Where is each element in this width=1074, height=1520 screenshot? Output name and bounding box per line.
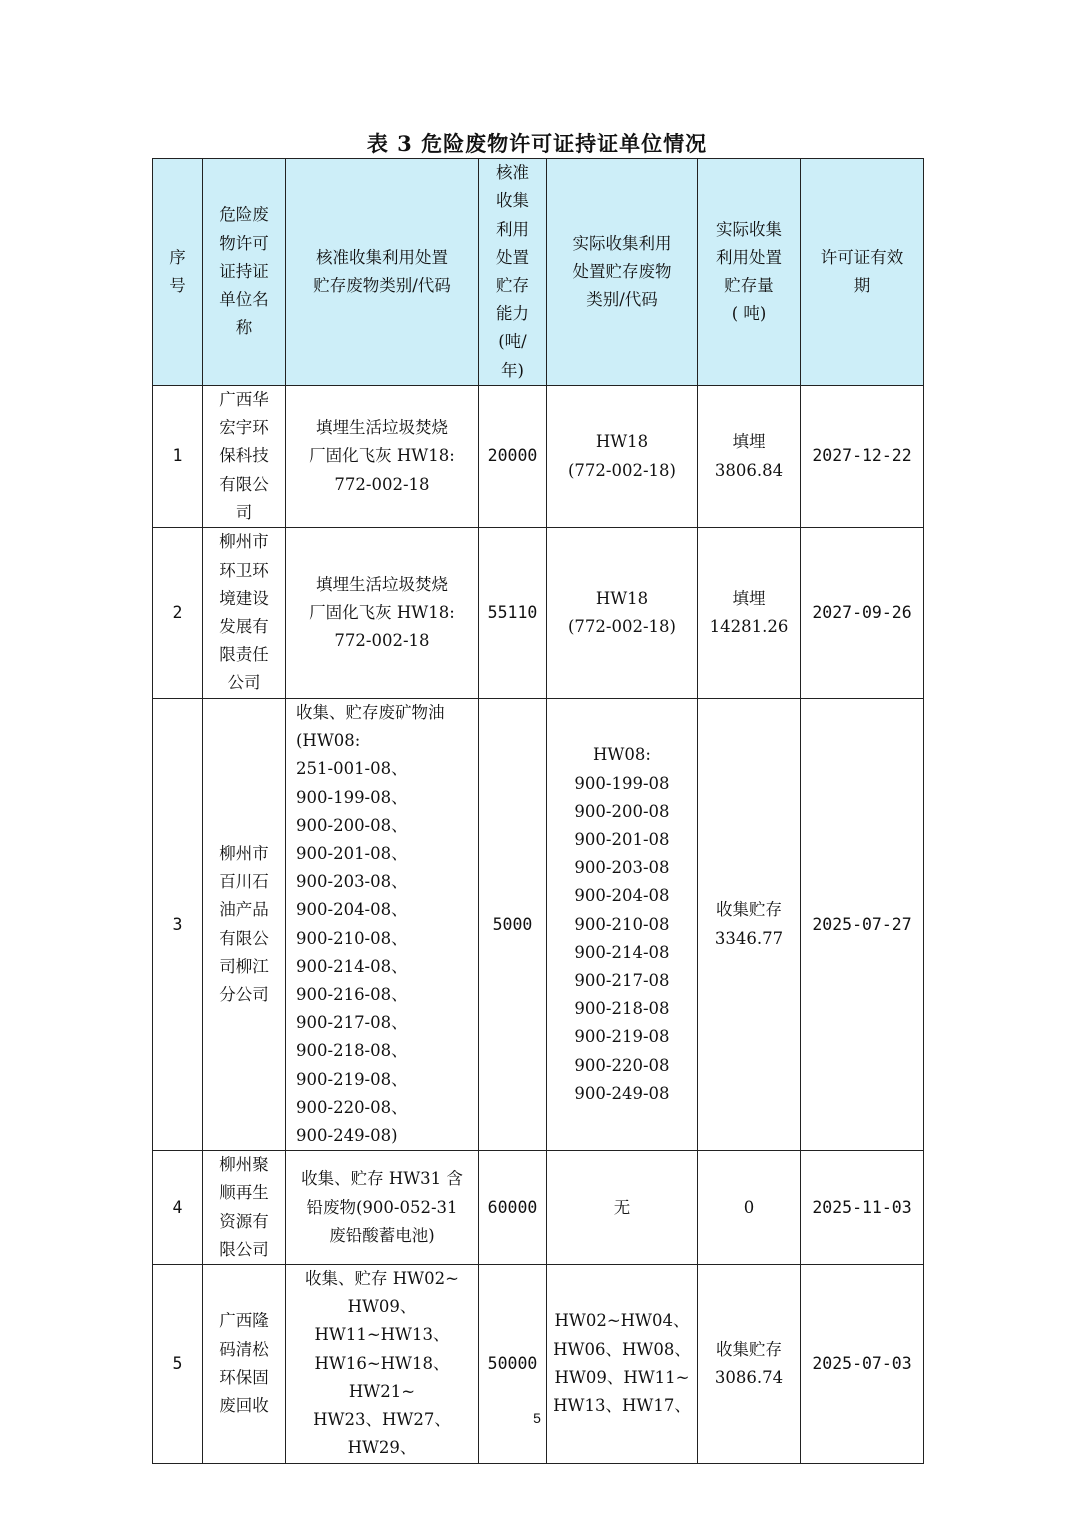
cell-holder-name-line: 码清松: [219, 1339, 269, 1359]
cell-holder-name-line: 环保固: [219, 1367, 269, 1387]
header-line: 期: [853, 276, 871, 295]
cell-actual-amount-line: 3346.77: [714, 928, 784, 948]
header-line: (吨/: [498, 332, 527, 352]
cell-holder-name-line: 有限公: [219, 928, 269, 948]
header-line: 核准: [496, 163, 529, 183]
table-title: 表 3 危险废物许可证持证单位情况: [366, 131, 708, 156]
cell-actual-amount-line: 0: [743, 1197, 755, 1217]
cell-approved-category-line: 900-200-08、: [296, 815, 408, 835]
cell-approved-category-line: HW16~HW18、HW21~: [314, 1353, 450, 1401]
cell-approved-capacity: 50000: [479, 1265, 547, 1463]
header-holder-name: [203, 159, 286, 386]
header-line: 危险废: [219, 205, 269, 225]
header-validity: [801, 159, 924, 386]
cell-actual-category-line: 900-201-08: [574, 829, 670, 849]
header-line: 能力: [496, 304, 529, 324]
cell-holder-name-line: 宏宇环: [219, 418, 269, 438]
cell-actual-category-line: 900-218-08: [574, 999, 670, 1019]
cell-holder-name: [203, 1151, 286, 1265]
cell-actual-category-line: 900-214-08: [574, 942, 670, 962]
header-line: 收集: [496, 191, 529, 211]
cell-approved-category-line: 厂固化飞灰 HW18:: [309, 446, 455, 466]
header-line: 称: [235, 318, 253, 338]
cell-holder-name-line: 油产品: [219, 900, 269, 920]
cell-holder-name-line: 广西华: [219, 390, 269, 409]
cell-actual-category: [547, 528, 698, 699]
cell-approved-category-line: 收集、贮存 HW02~: [305, 1269, 459, 1289]
cell-actual-category-line: HW13、HW17、: [553, 1395, 691, 1415]
cell-validity: 2027-09-26: [801, 528, 924, 699]
header-line: 序: [169, 247, 186, 267]
cell-actual-category-line: 无: [613, 1197, 631, 1217]
cell-approved-category-line: 厂固化飞灰 HW18:: [309, 602, 455, 622]
cell-approved-category-line: 900-220-08、: [296, 1097, 408, 1117]
cell-actual-category-line: 900-219-08: [574, 1027, 670, 1047]
header-approved-category: [286, 159, 479, 386]
header-line: ( 吨): [731, 304, 767, 324]
cell-no: 3: [153, 699, 203, 1151]
cell-validity: 2025-07-27: [801, 699, 924, 1151]
header-line: 类别/代码: [586, 290, 658, 310]
table-row: [153, 386, 924, 528]
table-row: [153, 699, 924, 1151]
cell-approved-category-line: 收集、贮存 HW31 含: [301, 1169, 463, 1189]
cell-approved-category-line: 900-204-08、: [296, 900, 408, 920]
cell-approved-category-line: HW23、HW27、HW29、: [313, 1410, 451, 1458]
cell-approved-category: [286, 1151, 479, 1265]
cell-actual-category-line: 900-203-08: [574, 858, 670, 878]
cell-holder-name-line: 保科技: [219, 446, 269, 466]
cell-actual-category-line: 900-204-08: [574, 886, 670, 906]
cell-approved-category-line: 900-249-08): [296, 1126, 398, 1146]
cell-actual-category-line: (772-002-18): [567, 460, 676, 480]
header-line: 证持证: [219, 261, 269, 281]
cell-approved-category-line: 废铅酸蓄电池): [329, 1225, 435, 1245]
cell-actual-category: [547, 386, 698, 528]
cell-approved-category-line: 251-001-08、: [296, 759, 408, 779]
cell-holder-name: [203, 699, 286, 1151]
cell-holder-name: [203, 386, 286, 528]
cell-holder-name-line: 广西隆: [219, 1311, 269, 1331]
cell-approved-capacity: 55110: [479, 528, 547, 699]
header-no: [153, 159, 203, 386]
cell-holder-name-line: 公司: [227, 673, 261, 693]
cell-actual-amount-line: 3086.74: [714, 1367, 784, 1387]
cell-actual-category-line: HW02~HW04、: [554, 1311, 690, 1331]
cell-approved-category-line: 900-219-08、: [296, 1069, 408, 1089]
cell-actual-category-line: 900-220-08: [574, 1055, 670, 1075]
cell-actual-category-line: HW18: [595, 588, 649, 608]
cell-actual-amount-line: 收集贮存: [716, 1339, 782, 1359]
cell-actual-category-line: 900-249-08: [574, 1083, 670, 1103]
cell-actual-category-line: 900-200-08: [574, 801, 670, 821]
cell-actual-amount: [698, 386, 801, 528]
header-line: 单位名: [219, 290, 269, 310]
header-line: 实际收集: [716, 219, 782, 239]
cell-no: 1: [153, 386, 203, 528]
cell-approved-category-line: 900-218-08、: [296, 1041, 408, 1061]
header-approved-capacity: [479, 159, 547, 386]
cell-approved-category-line: HW09、HW11~HW13、: [314, 1297, 450, 1345]
header-line: 处置贮存废物: [572, 261, 672, 281]
cell-actual-category: [547, 1265, 698, 1463]
cell-actual-amount-line: 3806.84: [714, 460, 784, 480]
cell-holder-name-line: 境建设: [219, 588, 269, 608]
cell-approved-category-line: 填埋生活垃圾焚烧: [316, 574, 448, 594]
table-row: [153, 1265, 924, 1463]
cell-holder-name-line: 发展有: [219, 617, 269, 637]
cell-holder-name-line: 有限公: [219, 474, 269, 494]
cell-actual-amount: [698, 528, 801, 699]
header-line: 物许可: [219, 233, 269, 253]
cell-approved-category-line: 900-203-08、: [296, 872, 408, 892]
table-row: [153, 528, 924, 699]
cell-approved-capacity: 60000: [479, 1151, 547, 1265]
cell-holder-name-line: 环卫环: [219, 560, 269, 580]
header-line: 许可证有效: [820, 247, 904, 267]
header-line: 年): [501, 360, 524, 380]
cell-approved-capacity: 5000: [479, 699, 547, 1151]
cell-actual-category: [547, 1151, 698, 1265]
header-line: 号: [169, 276, 186, 295]
header-line: 利用处置: [716, 247, 782, 267]
header-line: 贮存: [496, 276, 529, 295]
cell-actual-category-line: HW06、HW08、: [553, 1339, 691, 1359]
cell-actual-category-line: 900-199-08: [574, 773, 670, 793]
cell-approved-category: [286, 1265, 479, 1463]
cell-holder-name-line: 柳州聚: [219, 1155, 269, 1175]
header-line: 实际收集利用: [572, 233, 672, 253]
header-line: 处置: [496, 247, 529, 267]
cell-actual-amount: [698, 699, 801, 1151]
cell-approved-category-line: 900-214-08、: [296, 956, 408, 976]
cell-actual-amount-line: 填埋: [732, 432, 766, 452]
cell-holder-name-line: 司: [235, 502, 253, 522]
cell-approved-category: [286, 699, 479, 1151]
hazardous-waste-permit-table: [152, 158, 924, 1464]
header-actual-amount: [698, 159, 801, 386]
cell-approved-category: [286, 386, 479, 528]
header-line: 贮存废物类别/代码: [313, 276, 451, 295]
cell-no: 2: [153, 528, 203, 699]
cell-approved-category-line: 900-210-08、: [296, 928, 408, 948]
header-line: 贮存量: [724, 276, 774, 295]
cell-holder-name: [203, 528, 286, 699]
cell-holder-name-line: 分公司: [219, 985, 269, 1005]
cell-holder-name-line: 司柳江: [219, 956, 269, 976]
cell-validity: 2025-11-03: [801, 1151, 924, 1265]
cell-actual-category-line: 900-217-08: [574, 970, 670, 990]
cell-validity: 2025-07-03: [801, 1265, 924, 1463]
cell-no: 4: [153, 1151, 203, 1265]
cell-actual-category-line: 900-210-08: [574, 914, 670, 934]
cell-holder-name-line: 废回收: [219, 1395, 269, 1415]
cell-approved-category-line: 900-199-08、: [296, 787, 408, 807]
cell-approved-category-line: 772-002-18: [334, 474, 430, 494]
header-actual-category: [547, 159, 698, 386]
header-line: 利用: [496, 219, 529, 239]
cell-approved-category-line: 填埋生活垃圾焚烧: [316, 418, 448, 438]
cell-holder-name-line: 资源有: [219, 1211, 269, 1231]
cell-holder-name-line: 限责任: [219, 645, 269, 665]
cell-approved-category-line: 900-201-08、: [296, 844, 408, 864]
cell-actual-category-line: (772-002-18): [567, 617, 676, 637]
cell-holder-name: [203, 1265, 286, 1463]
cell-approved-category: [286, 528, 479, 699]
cell-holder-name-line: 限公司: [219, 1239, 269, 1259]
cell-holder-name-line: 柳州市: [219, 844, 269, 864]
cell-approved-category-line: 900-216-08、: [296, 985, 408, 1005]
cell-holder-name-line: 顺再生: [219, 1183, 269, 1203]
table-row: [153, 1151, 924, 1265]
cell-actual-amount: [698, 1151, 801, 1265]
cell-approved-category-line: (HW08:: [296, 731, 361, 751]
cell-actual-amount-line: 填埋: [732, 588, 766, 608]
cell-actual-category-line: HW09、HW11~: [554, 1367, 690, 1387]
cell-approved-capacity: 20000: [479, 386, 547, 528]
cell-holder-name-line: 百川石: [219, 872, 269, 892]
cell-actual-amount-line: 14281.26: [709, 617, 789, 637]
cell-actual-amount: [698, 1265, 801, 1463]
cell-no: 5: [153, 1265, 203, 1463]
header-row: [153, 159, 924, 386]
cell-actual-category-line: HW18: [595, 432, 649, 452]
header-line: 核准收集利用处置: [316, 247, 448, 267]
cell-validity: 2027-12-22: [801, 386, 924, 528]
cell-approved-category-line: 铅废物(900-052-31: [306, 1197, 458, 1217]
cell-actual-category-line: HW08:: [593, 745, 651, 765]
cell-actual-amount-line: 收集贮存: [716, 900, 782, 920]
cell-holder-name-line: 柳州市: [219, 532, 269, 552]
page-number: 5: [533, 1410, 541, 1426]
cell-approved-category-line: 772-002-18: [334, 631, 430, 651]
cell-approved-category-line: 900-217-08、: [296, 1013, 408, 1033]
cell-actual-category: [547, 699, 698, 1151]
cell-approved-category-line: 收集、贮存废矿物油: [296, 703, 445, 723]
